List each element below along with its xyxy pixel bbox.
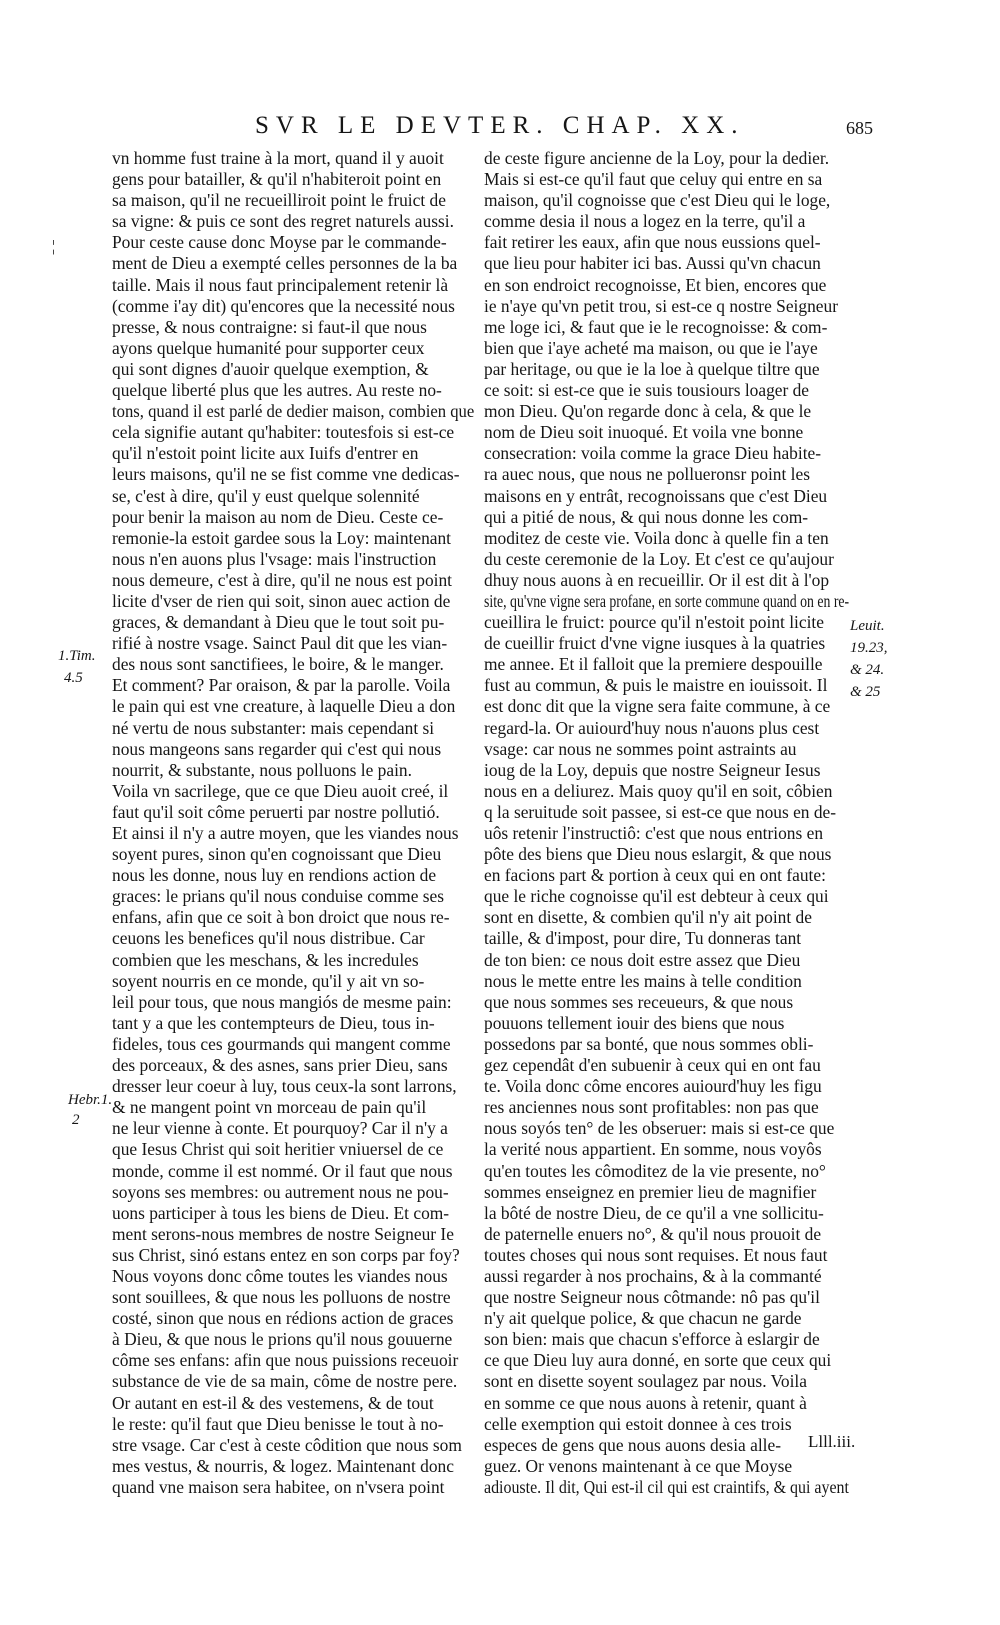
text-line: côme ses enfans: afin que nous puissions receuoir — [112, 1350, 459, 1371]
text-line: uons participer à tous les biens de Dieu. Et com- — [112, 1202, 450, 1223]
margin-note-leuit-2: & 24. — [850, 662, 885, 678]
text-line: en somme ce que nous auons à retenir, quant à — [484, 1392, 807, 1413]
text-line: Or autant en est-il & des vestemens, & de tout — [112, 1392, 434, 1413]
text-line: se, c'est à dire, qu'il y eust quelque solennité — [112, 485, 420, 506]
text-line: soyons ses membres: ou autrement nous ne pou- — [112, 1181, 449, 1202]
text-line: n'y ait quelque police, & que chacun ne garde — [484, 1308, 802, 1329]
text-line: enfans, afin que ce soit à bon droict que nous re- — [112, 907, 450, 928]
text-line: nous n'en auons plus l'vsage: mais l'instruction — [112, 548, 437, 569]
text-line: ment de Dieu a exempté celles personnes de la ba — [112, 253, 458, 274]
text-line: de cueillir fruict d'vne vigne iusques à la quatries — [484, 633, 826, 654]
text-line: mes vestus, & nourris, & logez. Maintenant donc — [112, 1455, 454, 1476]
text-line: te. Voila donc côme encores auiourd'huy les figu — [484, 1076, 822, 1097]
text-line: cueillira le fruict: pource qu'il n'estoit point licite — [484, 612, 824, 633]
text-line: fust au commun, & puis le maistre en iouissoit. Il — [484, 675, 828, 696]
text-line: ayons quelque humanité pour supporter ceux — [112, 337, 425, 358]
text-line: rifié à nostre vsage. Sainct Paul dit que les vian- — [112, 633, 448, 654]
text-line: vn homme fust traine à la mort, quand il y auoit — [112, 148, 444, 168]
margin-mark: ¦ — [52, 238, 56, 255]
text-line: combien que les meschans, & les incredules — [112, 949, 419, 970]
text-line: des porceaux, & des asnes, sans prier Dieu, sans — [112, 1055, 448, 1076]
margin-note-leuit: Leuit. — [850, 618, 885, 634]
text-line: substance de vie de sa main, côme de nostre pere. — [112, 1371, 458, 1392]
text-line: taille, & d'impost, pour dire, Tu donneras tant — [484, 928, 802, 949]
right-column — [484, 148, 849, 1498]
page-number: 685 — [846, 118, 873, 138]
text-line: par heritage, ou que ie la loe à quelque tiltre que — [484, 358, 820, 379]
text-line: gez cependât d'en subuenir à ceux qui en ont fau — [484, 1055, 821, 1076]
text-line: que nous sommes ses receueurs, & que nous — [484, 991, 794, 1012]
text-line: dhuy nous auons à en recueillir. Or il est dit à l'op — [484, 569, 830, 590]
text-line: pour benir la maison au nom de Dieu. Ceste ce- — [112, 506, 444, 527]
text-line: moditez de ceste vie. Voila donc à quelle fin a ten — [484, 527, 829, 548]
text-line: sa vigne: & puis ce sont des regret naturels aussi. — [112, 211, 454, 232]
text-line: ioug de la Loy, depuis que nostre Seigneur Iesus — [484, 759, 821, 780]
text-line: des nous sont sanctifiees, le boire, & le manger. — [112, 654, 444, 675]
text-line: nous soyós ten° de les obseruer: mais si est-ce que — [484, 1118, 835, 1139]
text-line: gens pour batailler, & qu'il n'habiteroit point en — [112, 169, 442, 190]
text-line: sa maison, qu'il ne recueilliroit point le fruict de — [112, 190, 446, 211]
text-line: nourrit, & substante, nous polluons le pain. — [112, 759, 412, 780]
text-line: ceuons les benefices qu'il nous distribue. Car — [112, 928, 425, 949]
text-line: leil pour tous, que nous mangiós de mesme pain: — [112, 991, 452, 1012]
text-line: à Dieu, & que nous le prions qu'il nous gouuerne — [112, 1329, 453, 1350]
text-line: quelque liberté plus que les autres. Au reste no- — [112, 380, 442, 401]
text-line: qu'en toutes les cômoditez de la vie presente, no° — [484, 1160, 826, 1181]
text-line: sont souillees, & que nous les polluons de nostre — [112, 1287, 451, 1308]
text-line: soyent pures, sinon qu'en cognoissant que Dieu — [112, 844, 442, 865]
text-line: pouuons tellement iouir des biens que nous — [484, 1012, 785, 1033]
text-line: né vertu de nous substanter: mais cependant si — [112, 717, 435, 738]
text-line: maisons en y entrât, recognoissans que c'est Dieu — [484, 485, 828, 506]
text-line: comme desia il nous a logez en la terre, qu'il a — [484, 211, 806, 232]
text-line: qu'il n'estoit point licite aux Iuifs d'entrer en — [112, 443, 419, 464]
text-line: nous les donne, nous luy en rendions action de — [112, 865, 437, 886]
text-line: de ton bien: ce nous doit estre assez que Dieu — [484, 949, 801, 970]
text-line: especes de gens que nous auons desia alle- — [484, 1434, 781, 1455]
text-line: ra auec nous, que nous ne pollueronsr point les — [484, 464, 810, 485]
text-line: graces, & demandant à Dieu que le tout soit pu- — [112, 612, 445, 633]
text-line: son bien: mais que chacun s'efforce à eslargir de — [484, 1329, 820, 1350]
text-line: ment serons-nous membres de nostre Seigneur Ie — [112, 1223, 454, 1244]
text-line: adiouste. Il dit, Qui est-il cil qui est craintifs, & qui ayent — [484, 1476, 849, 1497]
text-line: le pain qui est vne creature, à laquelle Dieu a don — [112, 696, 456, 717]
text-line: qui a pitié de nous, & qui nous donne les com- — [484, 506, 809, 527]
text-line: ce que Dieu luy aura donné, en sorte que ceux qui — [484, 1350, 832, 1371]
text-line: fait retirer les eaux, afin que nous eussions quel- — [484, 232, 821, 253]
text-line: bien que i'aye acheté ma maison, ou que ie l'aye — [484, 337, 818, 358]
text-line: Nous voyons donc côme toutes les viandes nous — [112, 1265, 448, 1286]
text-line: uôs retenir l'instructiô: c'est que nous entrions en — [484, 823, 824, 843]
text-line: remonie-la estoit gardee sous la Loy: maintenant — [112, 527, 452, 548]
text-line: Mais si est-ce qu'il faut que celuy qui entre en sa — [484, 169, 823, 190]
text-line: qui sont dignes d'auoir quelque exemption, & — [112, 358, 429, 379]
text-line: presse, & nous contraigne: si faut-il que nous — [112, 316, 427, 337]
text-line: la verité nous appartient. En somme, nous voyôs — [484, 1139, 822, 1160]
running-head: SVR LE DEVTER. CHAP. XX. — [255, 112, 745, 139]
text-line: monde, comme il est nommé. Or il faut que nous — [112, 1160, 453, 1181]
text-line: Et comment? Par oraison, & par la parolle. Voila — [112, 675, 451, 696]
text-line: q la seruitude soit passee, si est-ce que nous en de- — [484, 801, 837, 822]
text-line: nous en a deliurez. Mais quoy qu'il en soit, côbien — [484, 780, 833, 801]
margin-note-heb: Hebr.1. — [68, 1092, 113, 1108]
text-line: nous mangeons sans regarder qui c'est qui nous — [112, 738, 442, 759]
text-line: que lieu pour habiter ici bas. Aussi qu'vn chacun — [484, 253, 821, 274]
text-line: leurs maisons, qu'il ne se fist comme vne dedicas- — [112, 464, 460, 485]
text-line: vsage: car nous ne sommes point astraints au — [484, 738, 797, 759]
text-line: maison, qu'il cognoisse que c'est Dieu qui le loge, — [484, 190, 831, 211]
text-line: que Iesus Christ qui soit heritier vniuersel de ce — [112, 1139, 444, 1160]
text-line: nous le mette entre les mains à telle condition — [484, 970, 802, 991]
text-line: (comme i'ay dit) qu'encores que la necessité nous — [112, 295, 455, 316]
text-line: pôte des biens que Dieu nous eslargit, & que nous — [484, 844, 832, 865]
text-line: regard-la. Or auiourd'huy nous n'auons plus cest — [484, 717, 820, 738]
margin-note-leuit-1: 19.23, — [850, 640, 888, 656]
text-line: res anciennes nous sont profitables: non pas que — [484, 1097, 819, 1118]
text-line: Pour ceste cause donc Moyse par le commande- — [112, 232, 447, 253]
text-line: du ceste ceremonie de la Loy. Et c'est ce qu'aujour — [484, 548, 834, 569]
text-line: sus Christ, sinó estans entez en son corps par foy? — [112, 1244, 460, 1265]
text-line: consecration: voila comme la grace Dieu habite- — [484, 443, 822, 464]
text-line: licite d'vser de rien qui soit, sinon auec action de — [112, 590, 451, 611]
text-line: cela signifie autant qu'habiter: toutesfois si est-ce — [112, 422, 455, 443]
text-line: mon Dieu. Qu'on regarde donc à cela, & que le — [484, 401, 812, 422]
margin-note-heb-ref: 2 — [72, 1112, 80, 1128]
text-line: celle exemption qui estoit donnee à ces trois — [484, 1413, 792, 1434]
text-line: nous demeure, c'est à dire, qu'il ne nous est point — [112, 569, 452, 590]
text-line: taille. Mais il nous faut principalement retenir là — [112, 274, 449, 295]
text-line: me loge ici, & faut que ie le recognoisse: & com- — [484, 316, 828, 337]
text-line: guez. Or venons maintenant à ce que Moyse — [484, 1455, 793, 1476]
text-line: tons, quand il est parlé de dedier maison, combien que — [112, 401, 475, 422]
text-line: soyent nourris en ce monde, qu'il y ait vn so- — [112, 970, 425, 991]
text-line: toutes choses qui nous sont requises. Et nous faut — [484, 1244, 828, 1265]
text-line: de ceste figure ancienne de la Loy, pour la dedier. — [484, 148, 830, 168]
text-line: possedons par sa bonté, que nous sommes obli- — [484, 1033, 814, 1054]
text-line: quand vne maison sera habitee, on n'vsera point — [112, 1476, 445, 1497]
text-line: la bôté de nostre Dieu, de ce qu'il a vne sollicitu- — [484, 1202, 824, 1223]
text-line: fideles, tous ces gourmands qui mangent comme — [112, 1033, 451, 1054]
text-line: graces: le prians qu'il nous conduise comme ses — [112, 886, 445, 907]
text-line: ie n'aye qu'vn petit trou, si est-ce q nostre Seigneur — [484, 295, 838, 316]
text-line: sont en disette soyent soulagez par nous. Voila — [484, 1371, 807, 1392]
signature-mark: Llll.iii. — [808, 1432, 856, 1451]
text-line: ce soit: si est-ce que ie suis tousiours loager de — [484, 380, 810, 401]
text-line: de paternelle enuers no°, & qu'il nous prouoit de — [484, 1223, 822, 1244]
text-line: Voila vn sacrilege, que ce que Dieu auoit creé, il — [112, 780, 449, 801]
margin-note-leuit-3: & 25 — [850, 684, 881, 700]
text-line: que nostre Seigneur nous côtmande: nô pas qu'il — [484, 1287, 820, 1308]
text-line: dresser leur coeur à luy, tous ceux-la sont larrons, — [112, 1076, 457, 1097]
text-line: site, qu'vne vigne sera profane, en sorte commune quand on en re- — [484, 590, 849, 611]
text-line: sont en disette, & combien qu'il n'y ait point de — [484, 907, 812, 928]
left-column — [112, 148, 474, 1498]
text-line: stre vsage. Car c'est à ceste côdition que nous som — [112, 1434, 462, 1455]
text-line: est donc dit que la vigne sera faite commune, à ce — [484, 696, 831, 717]
text-line: Et ainsi il n'y a autre moyen, que les viandes nous — [112, 823, 459, 843]
text-line: sommes enseignez en premier lieu de magnifier — [484, 1181, 817, 1202]
text-line: & ne mangent point vn morceau de pain qu'il — [112, 1097, 427, 1118]
margin-note-tim-ref: 4.5 — [64, 670, 83, 686]
text-line: que le riche cognoisse qu'il est debteur à ceux qui — [484, 886, 829, 907]
text-line: tant y a que les contempteurs de Dieu, tous in- — [112, 1012, 435, 1033]
text-line: faut qu'il soit côme peruerti par nostre pollutió. — [112, 801, 440, 822]
text-line: costé, sinon que nous en rédions action de graces — [112, 1308, 454, 1329]
text-line: le reste: qu'il faut que Dieu benisse le tout à no- — [112, 1413, 444, 1434]
text-line: en facions part & portion à ceux qui en ont faute: — [484, 865, 826, 886]
text-line: nom de Dieu soit inuoqué. Et voila vne bonne — [484, 422, 804, 443]
text-line: ne leur vienne à conte. Et pourquoy? Car il n'y a — [112, 1118, 448, 1139]
text-line: aussi regarder à nos prochains, & à la commanté — [484, 1265, 822, 1286]
text-line: me annee. Et il falloit que la premiere despouille — [484, 654, 823, 675]
text-line: en son endroict recognoisse, Et bien, encores que — [484, 274, 827, 295]
margin-note-tim: 1.Tim. — [58, 648, 96, 664]
